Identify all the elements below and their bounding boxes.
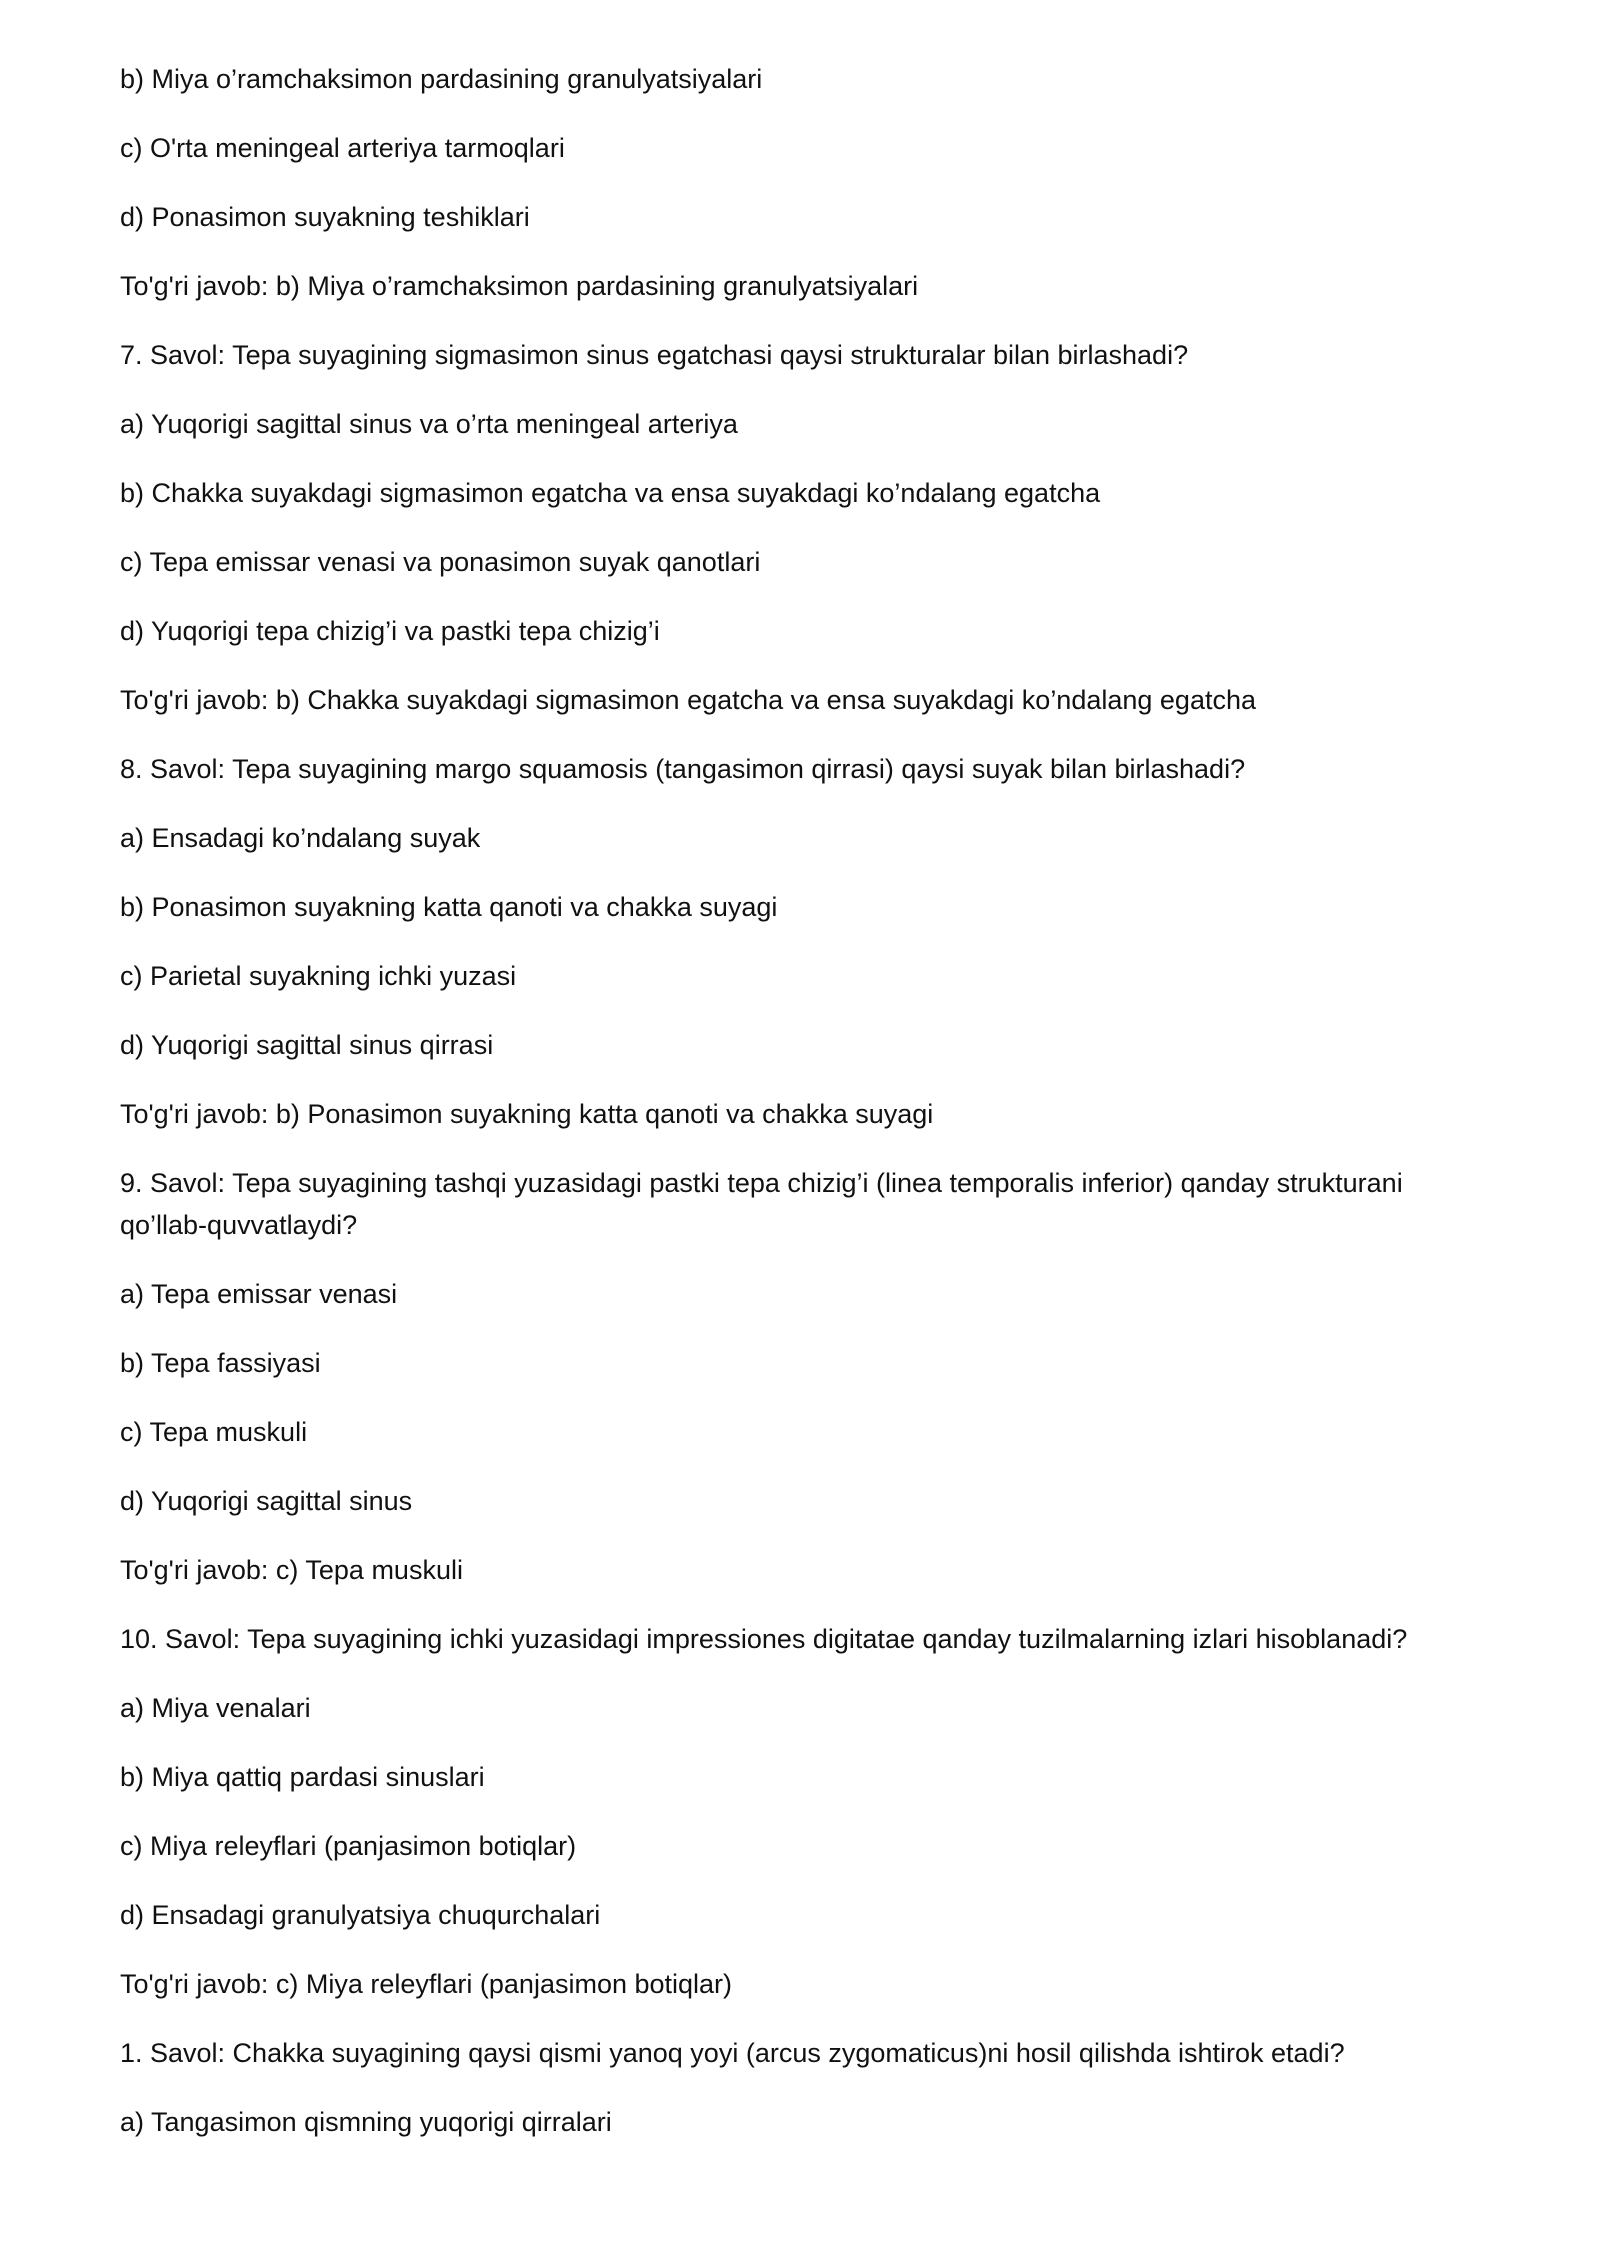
question-line: 8. Savol: Tepa suyagining margo squamosis (tangasimon qirrasi) qaysi suyak bilan birlashadi? [120, 754, 1246, 784]
question-line: 9. Savol: Tepa suyagining tashqi yuzasidagi pastki tepa chizig’i (linea temporalis inferior) qanday strukturani qo’llab-quvvatlaydi? [120, 1168, 1403, 1240]
option-line: d) Yuqorigi tepa chizig’i va pastki tepa chizig’i [120, 616, 660, 646]
option-line: b) Miya o’ramchaksimon pardasining granulyatsiyalari [120, 64, 763, 94]
option-line: b) Chakka suyakdagi sigmasimon egatcha va ensa suyakdagi ko’ndalang egatcha [120, 478, 1101, 508]
option-line: a) Miya venalari [120, 1693, 311, 1723]
option-line: c) Tepa muskuli [120, 1417, 308, 1447]
question-line: 10. Savol: Tepa suyagining ichki yuzasidagi impressiones digitatae qanday tuzilmalarning izlari hisoblanadi? [120, 1624, 1408, 1654]
option-line: a) Tepa emissar venasi [120, 1279, 398, 1309]
answer-line: To'g'ri javob: c) Miya releyflari (panjasimon botiqlar) [120, 1969, 733, 1999]
question-line: 7. Savol: Tepa suyagining sigmasimon sinus egatchasi qaysi strukturalar bilan birlashadi? [120, 340, 1189, 370]
answer-line: To'g'ri javob: b) Ponasimon suyakning katta qanoti va chakka suyagi [120, 1099, 934, 1129]
option-line: c) Tepa emissar venasi va ponasimon suyak qanotlari [120, 547, 761, 577]
option-line: d) Yuqorigi sagittal sinus qirrasi [120, 1030, 494, 1060]
option-line: b) Miya qattiq pardasi sinuslari [120, 1762, 485, 1792]
option-line: c) Miya releyflari (panjasimon botiqlar) [120, 1831, 577, 1861]
option-line: d) Yuqorigi sagittal sinus [120, 1486, 413, 1516]
option-line: b) Ponasimon suyakning katta qanoti va chakka suyagi [120, 892, 778, 922]
option-line: d) Ensadagi granulyatsiya chuqurchalari [120, 1900, 601, 1930]
question-line: 1. Savol: Chakka suyagining qaysi qismi yanoq yoyi (arcus zygomaticus)ni hosil qilishda ishtirok etadi? [120, 2038, 1345, 2068]
answer-line: To'g'ri javob: b) Chakka suyakdagi sigmasimon egatcha va ensa suyakdagi ko’ndalang egatcha [120, 685, 1256, 715]
document-page [120, 58, 1440, 2170]
answer-line: To'g'ri javob: c) Tepa muskuli [120, 1555, 463, 1585]
option-line: b) Tepa fassiyasi [120, 1348, 321, 1378]
option-line: a) Tangasimon qismning yuqorigi qirralari [120, 2107, 612, 2137]
option-line: c) Parietal suyakning ichki yuzasi [120, 961, 517, 991]
option-line: a) Ensadagi ko’ndalang suyak [120, 823, 481, 853]
answer-line: To'g'ri javob: b) Miya o’ramchaksimon pardasining granulyatsiyalari [120, 271, 919, 301]
option-line: a) Yuqorigi sagittal sinus va o’rta meningeal arteriya [120, 409, 738, 439]
option-line: d) Ponasimon suyakning teshiklari [120, 202, 530, 232]
option-line: c) O'rta meningeal arteriya tarmoqlari [120, 133, 565, 163]
